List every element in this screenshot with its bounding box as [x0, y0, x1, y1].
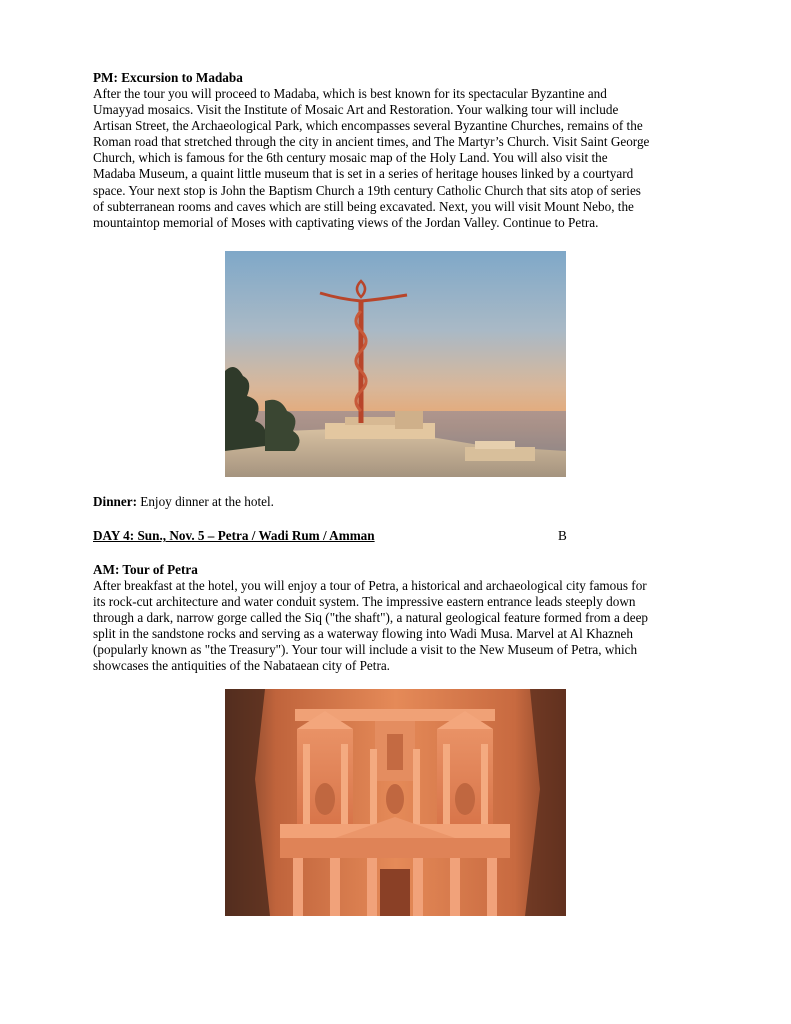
paragraph-line: Madaba Museum, a quaint little museum that is set in a series of heritage houses linked by a courtyard: [93, 166, 634, 182]
am-tour-paragraph: [93, 578, 703, 675]
mount-nebo-photo: [225, 251, 566, 477]
paragraph-line: Artisan Street, the Archaeological Park, which encompasses several Byzantine Churches, remains of the: [93, 118, 643, 134]
dinner-label: Dinner:: [93, 494, 137, 509]
paragraph-line: After breakfast at the hotel, you will enjoy a tour of Petra, a historical and archaeological city famous for: [93, 578, 647, 593]
meal-code: B: [558, 528, 567, 543]
petra-treasury-photo: [225, 689, 566, 916]
paragraph-line: Roman road that stretched through the city in ancient times, and The Martyr’s Church. Visit Saint George: [93, 134, 650, 150]
pm-excursion-heading: PM: Excursion to Madaba: [93, 70, 243, 85]
paragraph-line: showcases the antiquities of the Nabataean city of Petra.: [93, 658, 390, 674]
am-tour-heading: AM: Tour of Petra: [93, 562, 198, 577]
paragraph-line: through a dark, narrow gorge called the Siq ("the shaft"), a natural geological feature formed from a deep: [93, 610, 649, 626]
paragraph-line: space. Your next stop is John the Baptism Church a 19th century Catholic Church that sits atop of series: [93, 182, 641, 198]
day4-heading: DAY 4: Sun., Nov. 5 – Petra / Wadi Rum / Amman: [93, 528, 375, 543]
pm-excursion-paragraph: [93, 86, 703, 231]
dinner-line: [93, 494, 274, 510]
paragraph-line: of subterranean rooms and caves which are still being excavated. Next, you will visit Mount Nebo, the: [93, 198, 634, 214]
paragraph-line: mountaintop memorial of Moses with captivating views of the Jordan Valley. Continue to Petra.: [93, 214, 599, 230]
dinner-text: Enjoy dinner at the hotel.: [136, 494, 274, 509]
paragraph-line: Umayyad mosaics. Visit the Institute of Mosaic Art and Restoration. Your walking tour will include: [93, 102, 619, 118]
paragraph-line: (popularly known as "the Treasury"). Your tour will include a visit to the New Museum of Petra, which: [93, 642, 638, 658]
paragraph-line: After the tour you will proceed to Madaba, which is best known for its spectacular Byzantine and: [93, 86, 607, 101]
paragraph-line: Church, which is famous for the 6th century mosaic map of the Holy Land. You will also visit the: [93, 150, 608, 166]
paragraph-line: split in the sandstone rocks and serving as a waterway flowing into Wadi Musa. Marvel at Al Khazneh: [93, 626, 633, 642]
paragraph-line: its rock-cut architecture and water conduit system. The impressive eastern entrance leads steeply down: [93, 594, 636, 610]
